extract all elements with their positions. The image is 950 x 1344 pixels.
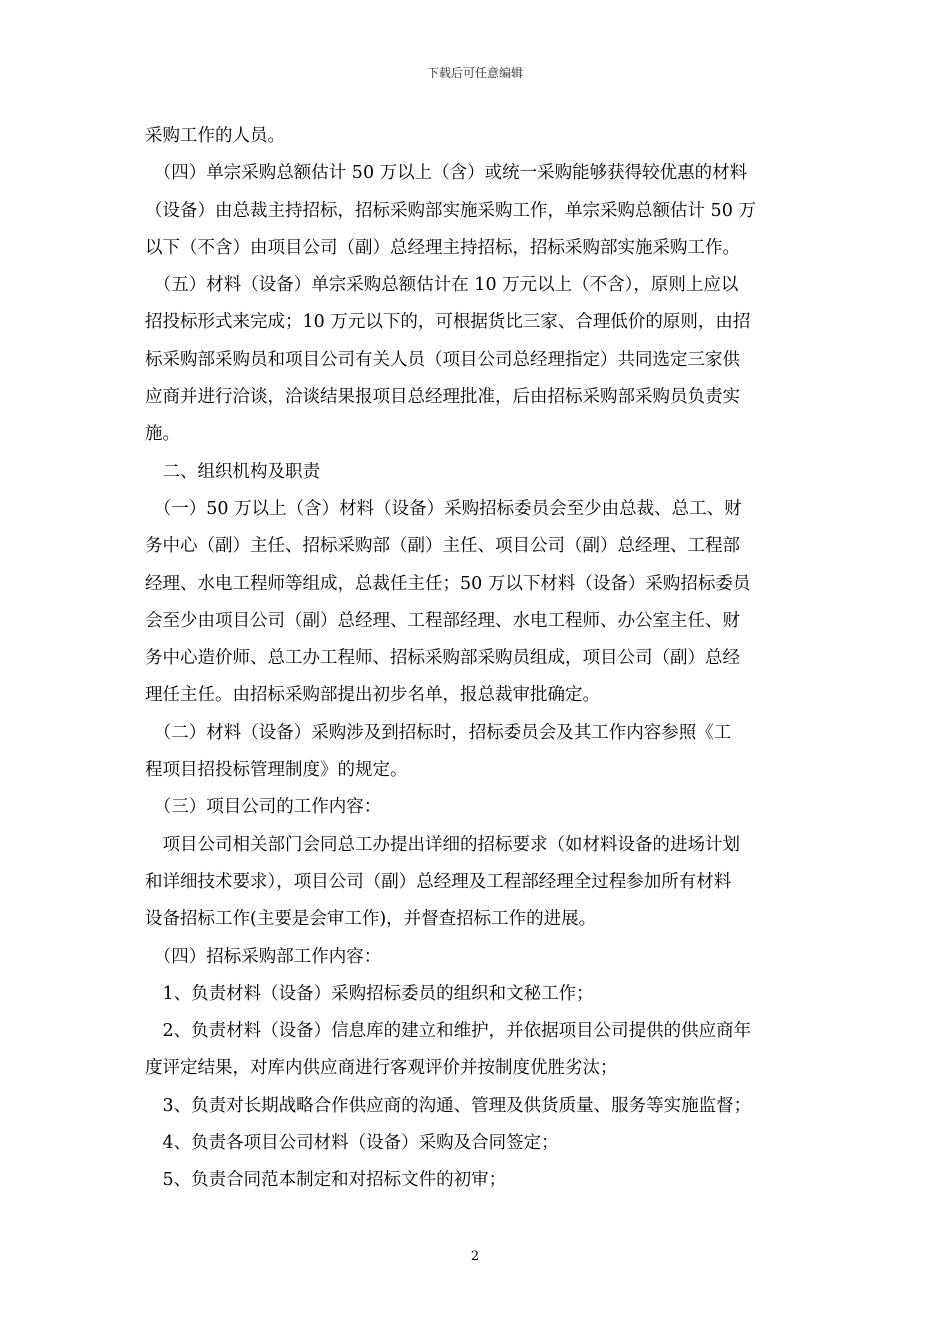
text-line: 和详细技术要求），项目公司（副）总经理及工程部经理全过程参加所有材料 <box>145 871 732 892</box>
text-line: （五）材料（设备）单宗采购总额估计在 10 万元以上（不含），原则上应以 <box>145 275 739 296</box>
text-line: 1、负责材料（设备）采购招标委员的组织和文秘工作； <box>145 983 594 1004</box>
text-line: （三）项目公司的工作内容： <box>145 797 382 818</box>
text-line: 2、负责材料（设备）信息库的建立和维护，并依据项目公司提供的供应商年 <box>145 1021 752 1042</box>
text-line: （一）50 万以上（含）材料（设备）采购招标委员会至少由总裁、总工、财 <box>145 498 742 519</box>
text-line: 4、负责各项目公司材料（设备）采购及合同签定； <box>145 1133 559 1154</box>
text-line: 3、负责对长期战略合作供应商的沟通、管理及供货质量、服务等实施监督； <box>145 1095 752 1116</box>
page-header: 下载后可任意编辑 <box>426 66 523 80</box>
text-line: 项目公司相关部门会同总工办提出详细的招标要求（如材料设备的进场计划 <box>145 834 740 855</box>
document-body <box>145 118 810 1200</box>
text-line: 度评定结果，对库内供应商进行客观评价并按制度优胜劣汰； <box>145 1058 618 1079</box>
text-line: 务中心造价师、总工办工程师、招标采购部采购员组成，项目公司（副）总经 <box>145 648 740 669</box>
text-line: 标采购部采购员和项目公司有关人员（项目公司总经理指定）共同选定三家供 <box>145 349 740 370</box>
text-line: 会至少由项目公司（副）总经理、工程部经理、水电工程师、办公室主任、财 <box>145 610 740 631</box>
text-line: （四）招标采购部工作内容： <box>145 946 382 967</box>
text-line: 5、负责合同范本制定和对招标文件的初审； <box>145 1170 507 1191</box>
text-line: 应商并进行洽谈，洽谈结果报项目总经理批准，后由招标采购部采购员负责实 <box>145 387 740 408</box>
text-line: （设备）由总裁主持招标，招标采购部实施采购工作，单宗采购总额估计 50 万 <box>145 200 756 221</box>
text-line: 二、组织机构及职责 <box>145 461 320 482</box>
text-line: 务中心（副）主任、招标采购部（副）主任、项目公司（副）总经理、工程部 <box>145 536 740 557</box>
text-line: （二）材料（设备）采购涉及到招标时，招标委员会及其工作内容参照《工 <box>145 722 732 743</box>
text-line: 经理、水电工程师等组成，总裁任主任；50 万以下材料（设备）采购招标委员 <box>145 573 751 594</box>
text-line: 程项目招投标管理制度》的规定。 <box>145 760 408 781</box>
text-line: 理任主任。由招标采购部提出初步名单，报总裁审批确定。 <box>145 685 600 706</box>
text-line: 以下（不含）由项目公司（副）总经理主持招标，招标采购部实施采购工作。 <box>145 237 740 258</box>
text-line: 设备招标工作(主要是会审工作)，并督查招标工作的进展。 <box>145 909 597 930</box>
text-line: 采购工作的人员。 <box>145 126 285 146</box>
text-line: 招投标形式来完成；10 万元以下的，可根据货比三家、合理低价的原则，由招 <box>145 312 751 333</box>
text-line: （四）单宗采购总额估计 50 万以上（含）或统一采购能够获得较优惠的材料 <box>145 163 748 184</box>
page-number: 2 <box>470 1249 480 1264</box>
text-line: 施。 <box>145 424 180 445</box>
